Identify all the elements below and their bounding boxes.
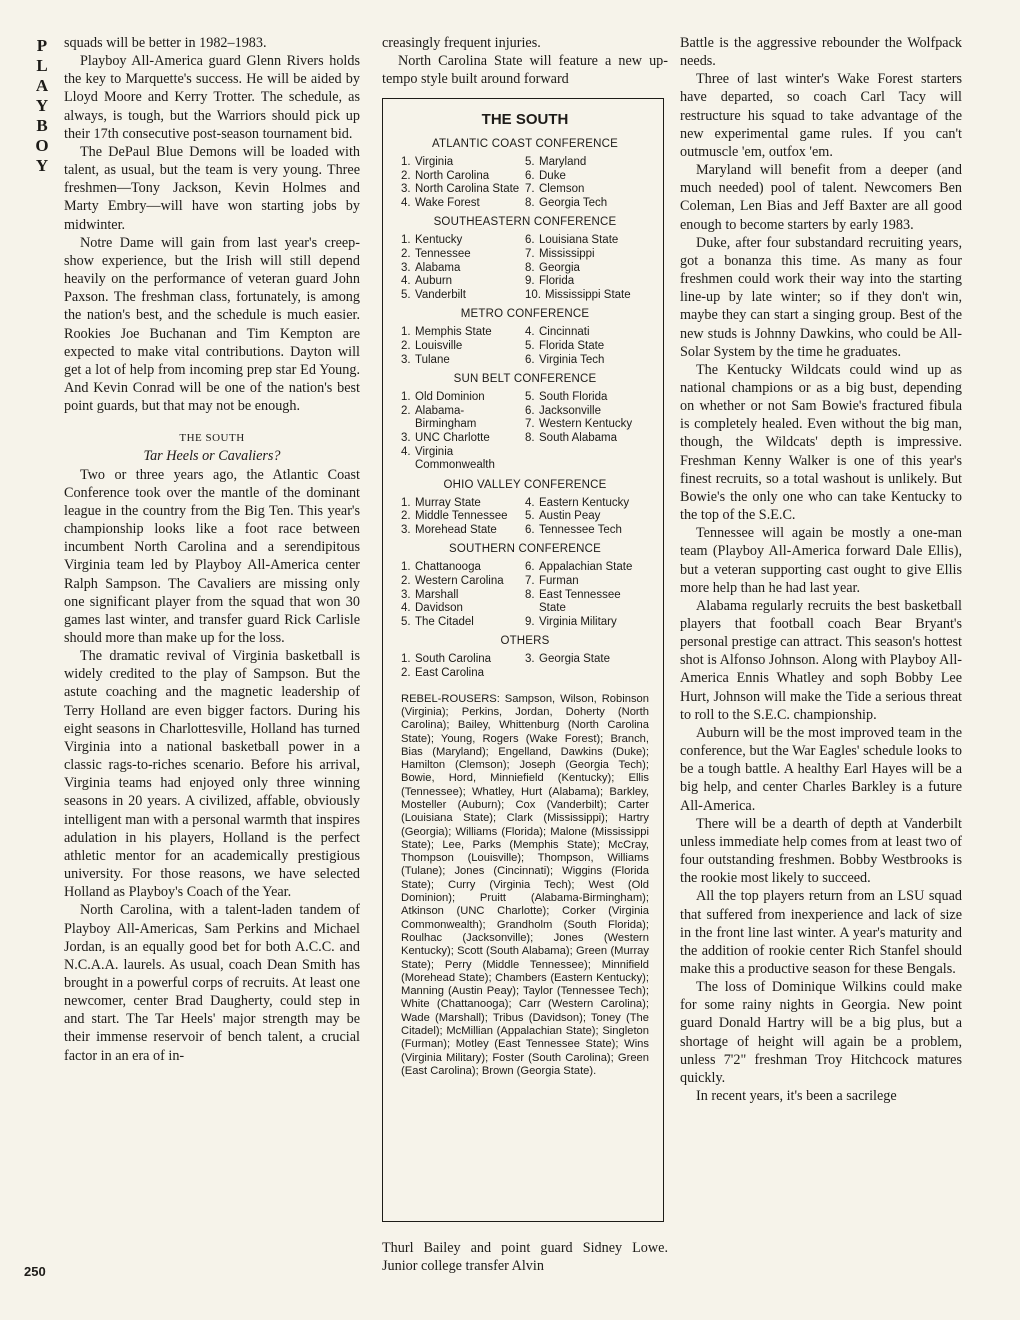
team-rank: 1. [401, 156, 411, 168]
team-entry [525, 156, 649, 170]
team-rank: 3. [401, 183, 411, 196]
team-rank: 8. [525, 588, 535, 601]
team-entry [401, 616, 525, 630]
team-name: Tennessee Tech [539, 523, 622, 536]
paragraph: The Kentucky Wildcats could wind up as national champions or as a big bust, depending on whether or not Sam Bowie's fractured fibula is completely healed. Even without the big man, though, the Wildcats' depth is impressive. Freshman Kenny Walker is one of this year's finest recruits, so a total washout is unlikely. But Bowie's the only one who can take Kentucky to the top of the S.E.C. [680, 361, 962, 524]
team-name: South Carolina [415, 653, 492, 666]
team-name: Mississippi State [545, 288, 631, 301]
paragraph: The DePaul Blue Demons will be loaded with talent, as usual, but the team is very young. Three freshmen—Tony Jackson, Kevin Holmes and Marty Embry—will have won starting jobs by midwinter. [64, 143, 360, 233]
paragraph: Alabama regularly recruits the best basketball players that football coach Bear Bryant's personal prestige can attract. This season's hottest shot is Alfonso Johnson. Along with Playboy All-America Ennis Whatley and soph Bobby Lee Hurt, Johnson will make the Tide a serious threat to roll to the S.E.C. championship. [680, 597, 962, 723]
paragraph: The dramatic revival of Virginia basketball is widely credited to the play of Sampson. But the astute coaching and the magnetic leadership of Terry Holland are even bigger factors. During his eight seasons in Charlottesville, Holland has turned Virginia into a national basketball power in a classic rags-to-riches scenario. Before his arrival, Virginia teams had enjoyed only three winning seasons in 20 years. A civilized, affable, obviously intelligent man with a personal warmth that inspires adulation in his players, Holland is the perfect athletic mentor for an academically prestigious university. For those reasons, we have selected Holland as Playboy's Coach of the Year. [64, 648, 360, 901]
team-entry [401, 432, 525, 446]
team-name: Middle Tennessee [415, 510, 508, 523]
team-entry [401, 602, 525, 616]
team-rank: 1. [401, 234, 411, 247]
team-name: Virginia Commonwealth [415, 445, 495, 472]
conference-standings [401, 653, 649, 680]
paragraph: Two or three years ago, the Atlantic Coast Conference took over the mantle of the dominant league in the country from the Big Ten. This year's championship looks like a foot race between incumbent North Carolina and a serendipitous Virginia team led by Playboy All-America center Ralph Sampson. The Cavaliers are missing only one significant player from the squad that won 30 games last winter, and transfer guard Rick Carlisle should more than make up for the loss. [64, 466, 360, 646]
paragraph: Playboy All-America guard Glenn Rivers holds the key to Marquette's success. He will be aided by Lloyd Moore and Kerry Trotter. The schedule, as always, is tough, but the Warriors should pick up their 17th consecutive post-season tournament bid. [64, 53, 360, 142]
team-rank: 1. [401, 326, 411, 339]
team-entry [401, 561, 525, 575]
standings-column [525, 156, 649, 210]
team-name: Mississippi [539, 247, 595, 260]
team-name: Alabama-Birmingham [415, 404, 477, 431]
team-name: Maryland [539, 156, 587, 168]
team-rank: 4. [401, 445, 411, 458]
team-rank: 6. [525, 169, 535, 182]
team-rank: 3. [525, 653, 535, 666]
team-entry [401, 446, 525, 473]
masthead-letter: B [36, 116, 48, 135]
team-name: UNC Charlotte [415, 431, 490, 444]
paragraph: Tennessee will again be mostly a one-man team (Playboy All-America forward Dale Ellis), but a veteran supporting cast ought to give Ellis more help than he had last year. [680, 525, 962, 596]
standings-column [525, 497, 649, 538]
team-entry [525, 561, 649, 575]
team-entry [401, 197, 525, 211]
team-entry [401, 262, 525, 276]
team-entry [401, 405, 525, 432]
team-entry [525, 183, 649, 197]
team-rank: 2. [401, 169, 411, 182]
paragraph: Thurl Bailey and point guard Sidney Lowe. Junior college transfer Alvin [382, 1240, 668, 1275]
paragraph: North Carolina State will feature a new up-tempo style built around forward [382, 53, 668, 88]
team-rank: 3. [401, 588, 411, 601]
team-rank: 10. [525, 288, 541, 301]
team-rank: 6. [525, 234, 535, 247]
team-name: Duke [539, 169, 566, 182]
team-rank: 6. [525, 561, 535, 574]
paragraph: North Carolina, with a talent-laden tandem of Playboy All-Americas, Sam Perkins and Michael Jordan, is an equally good bet for both A.C.C. and N.C.A.A. laurels. As usual, coach Dean Smith has brought in a powerful corps of recruits. At least one newcomer, center Brad Daugherty, could step in and start. The Tar Heels' major strength may be their immense reservoir of bench talent, a crucial factor in an era of in- [64, 902, 360, 1064]
team-entry [401, 497, 525, 511]
paragraph: Notre Dame will gain from last year's creep-show experience, but the Irish will still depend heavily on the performance of veteran guard John Paxson. The freshman class, fortunately, is among the nation's best, and the schedule is much easier. Rookies Joe Buchanan and Tim Kempton are expected to make vital contributions. Dayton will get a lot of help from incoming prep star Ed Young. And Kevin Conrad will be one of the nation's best point guards, but that may not be enough. [64, 234, 360, 415]
team-rank: 6. [525, 353, 535, 366]
team-name: Florida State [539, 339, 605, 352]
team-rank: 2. [401, 575, 411, 588]
team-rank: 1. [401, 561, 411, 574]
team-name: Virginia Tech [539, 353, 605, 366]
team-rank: 8. [525, 261, 535, 274]
team-entry [401, 354, 525, 368]
team-rank: 3. [401, 353, 411, 366]
column-2-bottom [382, 1239, 668, 1275]
team-entry [401, 589, 525, 603]
conference-title: METRO CONFERENCE [460, 308, 590, 321]
team-name: Georgia State [539, 653, 610, 666]
team-entry [525, 262, 649, 276]
team-name: Western Kentucky [539, 418, 633, 431]
team-rank: 6. [525, 404, 535, 417]
conference-standings [401, 234, 649, 302]
team-entry [525, 510, 649, 524]
team-rank: 3. [401, 431, 411, 444]
team-rank: 9. [525, 275, 535, 288]
team-name: Chattanooga [415, 561, 481, 574]
team-entry [525, 340, 649, 354]
paragraph: All the top players return from an LSU squad that suffered from inexperience and lack of size in the front line last winter. A year's maturity and the addition of rookie center Rich Stanfel should make this a productive season for these Bengals. [680, 888, 962, 977]
team-rank: 3. [401, 523, 411, 536]
team-name: Cincinnati [539, 326, 590, 339]
team-name: Old Dominion [415, 391, 485, 404]
team-entry [525, 589, 649, 616]
team-rank: 6. [525, 523, 535, 536]
conference-list [401, 138, 649, 681]
team-entry [525, 575, 649, 589]
column-2 [382, 34, 668, 88]
team-name: Eastern Kentucky [539, 496, 630, 509]
team-name: Virginia Military [539, 615, 617, 628]
team-rank: 1. [401, 653, 411, 666]
team-name: South Alabama [539, 431, 618, 444]
team-entry [401, 275, 525, 289]
column-1 [64, 34, 360, 1065]
team-entry [525, 289, 649, 303]
standings-column [525, 326, 649, 367]
team-rank: 9. [525, 615, 535, 628]
team-name: Wake Forest [415, 196, 480, 209]
team-rank: 4. [401, 275, 411, 288]
team-entry [525, 405, 649, 419]
team-entry [401, 575, 525, 589]
masthead-letter: A [35, 76, 49, 95]
sidebar-title: THE SOUTH [481, 111, 569, 128]
paragraph: Auburn will be the most improved team in the conference, but the War Eagles' schedule looks to be a tough battle. A healthy Earl Hayes will be a big help, and center Charles Barkley is a future All-America. [680, 724, 962, 814]
team-entry [401, 653, 525, 667]
team-entry [525, 197, 649, 211]
team-name: Virginia [415, 156, 454, 168]
team-rank: 7. [525, 575, 535, 588]
page-number: 250 [24, 1264, 46, 1279]
standings-column [401, 497, 525, 538]
team-entry [401, 234, 525, 248]
team-rank: 2. [401, 510, 411, 523]
conference-standings [401, 561, 649, 629]
standings-column [525, 391, 649, 473]
team-name: Georgia Tech [539, 196, 608, 209]
paragraph: Duke, after four substandard recruiting years, got a bonanza this time. As many as four freshmen could work their way into the starting line-up by late winter; so if they don't win, maybe they can start a singing group. Best of the new studs is Johnny Dawkins, who could be All-Solar System by the time he graduates. [680, 234, 962, 360]
team-entry [525, 391, 649, 405]
standings-column [525, 234, 649, 302]
team-rank: 4. [525, 496, 535, 509]
team-entry [401, 289, 525, 303]
team-rank: 5. [525, 510, 535, 523]
paragraph: There will be a dearth of depth at Vanderbilt unless immediate help comes from at least two of four outstanding freshmen. Bobby Westbrooks is the rookie most likely to succeed. [680, 815, 962, 887]
team-name: Kentucky [415, 234, 463, 247]
team-name: Austin Peay [539, 510, 601, 523]
paragraph: The loss of Dominique Wilkins could make for some rainy nights in Georgia. New point guard Donald Hartry will be a big plus, but a shortage of height will again be a problem, unless 7'2" freshman Troy Hitchcock matures quickly. [680, 979, 962, 1086]
masthead-letter: P [36, 36, 48, 55]
team-name: Davidson [415, 602, 463, 615]
team-rank: 4. [525, 326, 535, 339]
conference-standings [401, 156, 649, 210]
team-name: The Citadel [415, 615, 474, 628]
team-entry [401, 326, 525, 340]
team-rank: 7. [525, 418, 535, 431]
team-name: Morehead State [415, 523, 497, 536]
team-name: Florida [539, 275, 575, 288]
conference-title: ATLANTIC COAST CONFERENCE [431, 138, 619, 150]
team-name: Georgia [539, 261, 580, 274]
team-entry [401, 524, 525, 538]
team-rank: 4. [401, 602, 411, 615]
team-name: South Florida [539, 391, 608, 404]
conference-title: OTHERS [500, 635, 550, 648]
team-name: Auburn [415, 275, 453, 288]
team-entry [401, 340, 525, 354]
team-entry [525, 354, 649, 368]
team-rank: 7. [525, 247, 535, 260]
team-rank: 8. [525, 196, 535, 209]
team-rank: 2. [401, 404, 411, 417]
team-name: East Tennessee State [539, 588, 621, 615]
team-entry [525, 616, 649, 630]
team-rank: 1. [401, 496, 411, 509]
standings-column [401, 561, 525, 629]
team-entry [401, 667, 525, 681]
conference-title: SOUTHEASTERN CONFERENCE [433, 216, 617, 229]
masthead-letter: Y [35, 96, 49, 115]
masthead-letter: L [36, 56, 48, 75]
team-name: Tulane [415, 353, 450, 366]
standings-column [525, 653, 649, 680]
team-name: Memphis State [415, 326, 492, 339]
team-entry [525, 170, 649, 184]
playboy-masthead [30, 36, 54, 176]
team-entry [525, 326, 649, 340]
conference-title: SOUTHERN CONFERENCE [448, 543, 602, 556]
team-rank: 4. [401, 196, 411, 209]
team-name: North Carolina State [415, 183, 520, 196]
team-entry [401, 156, 525, 170]
team-entry [401, 183, 525, 197]
team-rank: 5. [401, 288, 411, 301]
standings-column [525, 561, 649, 629]
masthead-letter: O [35, 136, 49, 155]
team-rank: 5. [525, 156, 535, 168]
paragraph: Battle is the aggressive rebounder the Wolfpack needs. [680, 35, 962, 70]
team-name: Louisville [415, 339, 463, 352]
team-entry [525, 418, 649, 432]
conference-title: OHIO VALLEY CONFERENCE [443, 478, 607, 491]
team-entry [401, 391, 525, 405]
team-rank: 7. [525, 183, 535, 196]
team-name: Alabama [415, 261, 461, 274]
paragraph: creasingly frequent injuries. [382, 35, 541, 51]
team-entry [401, 510, 525, 524]
column-3 [680, 34, 962, 1105]
team-name: Marshall [415, 588, 459, 601]
team-rank: 3. [401, 261, 411, 274]
paragraph: squads will be better in 1982–1983. [64, 35, 267, 51]
conference-standings [401, 326, 649, 367]
team-name: Clemson [539, 183, 585, 196]
team-name: Tennessee [415, 247, 471, 260]
team-rank: 5. [525, 391, 535, 404]
masthead-letter: Y [35, 156, 49, 175]
team-name: Western Carolina [415, 575, 504, 588]
team-name: Jacksonville [539, 404, 601, 417]
standings-column [401, 156, 525, 210]
team-rank: 8. [525, 431, 535, 444]
team-name: East Carolina [415, 667, 485, 680]
team-name: Vanderbilt [415, 288, 466, 301]
paragraph: Maryland will benefit from a deeper (and much needed) pool of talent. Newcomers Ben Coleman, Len Bias and Jeff Baxter are all good enough to become starters by early 1983. [680, 162, 962, 233]
team-entry [525, 497, 649, 511]
standings-column [401, 234, 525, 302]
team-rank: 2. [401, 247, 411, 260]
section-heading: THE SOUTH [179, 432, 245, 445]
team-name: Appalachian State [539, 561, 633, 574]
team-entry [525, 432, 649, 446]
team-name: North Carolina [415, 169, 490, 182]
team-name: Louisiana State [539, 234, 619, 247]
standings-column [401, 653, 525, 680]
team-rank: 5. [401, 615, 411, 628]
team-rank: 5. [525, 339, 535, 352]
team-rank: 1. [401, 391, 411, 404]
team-name: Furman [539, 575, 579, 588]
team-entry [525, 275, 649, 289]
team-entry [525, 524, 649, 538]
rebel-rousers: REBEL-ROUSERS: Sampson, Wilson, Robinson (Virginia); Perkins, Jordan, Doherty (North Carolina); Bailey, Whittenburg (North Carolina State); Young, Rogers (Wake Forest); Branch, Bias (Maryland); Engelland, Dawkins (Duke); Hamilton (Clemson); Joseph (Georgia Tech); Bowie, Hord, Minniefield (Kentucky); Ellis (Tennessee); Whatley, Hurt (Alabama); Barkley, Mosteller (Auburn); Cox (Vanderbilt); Carter (Louisiana State); Clark (Mississippi); Hartry (Georgia); Williams (Florida); Malone (Mississippi State); Lee, Parks (Memphis State); McCray, Thompson (Louisville); Thompson, Williams (Tulane); Jones (Cincinnati); Wiggins (Florida State); Curry (Virginia Tech); West (Old Dominion); Pruitt (Alabama-Birmingham); Atkinson (UNC Charlotte); Corker (Virginia Commonwealth); Grandholm (South Florida); Roulhac (Jacksonville); Jones (Western Kentucky); Scott (South Alabama); Green (Murray State); Perry (Middle Tennessee); Minnifield (Morehead State); Chambers (Eastern Kentucky); Manning (Austin Peay); Taylor (Tennessee Tech); White (Chattanooga); Carr (Western Carolina); Wade (Marshall); Tribus (Davidson); Toney (The Citadel); McMillian (Appalachian State); Singleton (Furman); Motley (East Tennessee State); Wins (Virginia Military); Foster (South Carolina); Green (East Carolina); Brown (Georgia State). [401, 692, 649, 1077]
team-name: Murray State [415, 496, 481, 509]
standings-sidebar [382, 98, 664, 1222]
conference-standings [401, 497, 649, 538]
standings-column [401, 391, 525, 473]
team-entry [525, 234, 649, 248]
team-entry [525, 248, 649, 262]
team-entry [525, 653, 649, 667]
standings-column [401, 326, 525, 367]
team-entry [401, 248, 525, 262]
paragraph: In recent years, it's been a sacrilege [696, 1088, 897, 1105]
conference-title: SUN BELT CONFERENCE [453, 373, 597, 386]
paragraph: Three of last winter's Wake Forest starters have departed, so coach Carl Tacy will restructure his squad to take advantage of the new experimental game rules. If you can't outmuscle 'em, outfox 'em. [680, 71, 962, 160]
conference-standings [401, 391, 649, 473]
team-entry [401, 170, 525, 184]
section-subheading: Tar Heels or Cavaliers? [143, 448, 281, 465]
team-rank: 2. [401, 339, 411, 352]
team-rank: 2. [401, 667, 411, 680]
